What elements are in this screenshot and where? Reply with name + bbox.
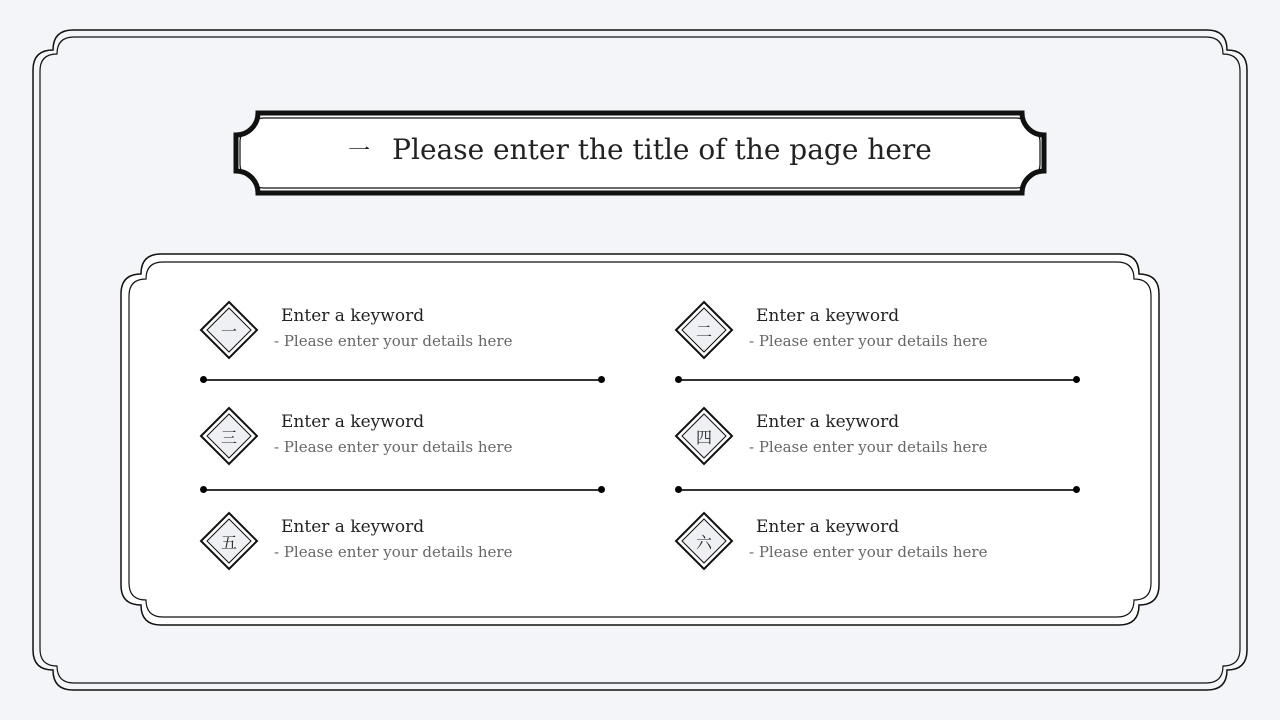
- list-item: [674, 406, 1054, 476]
- details: - Please enter your details here: [274, 332, 513, 350]
- badge-number: 二: [695, 321, 712, 341]
- details: - Please enter your details here: [274, 438, 513, 456]
- details: - Please enter your details here: [749, 332, 988, 350]
- list-item: [199, 511, 579, 581]
- list-item: [674, 300, 1054, 370]
- badge-number: 三: [220, 427, 237, 447]
- title-number: 一: [348, 138, 371, 164]
- keyword: Enter a keyword: [756, 306, 900, 326]
- page-title: [240, 118, 1040, 180]
- diamond-badge-icon: [199, 406, 259, 466]
- details: - Please enter your details here: [749, 438, 988, 456]
- badge-number: 五: [220, 532, 237, 552]
- list-item: [199, 406, 579, 476]
- diamond-badge-icon: [199, 511, 259, 571]
- badge-number: 四: [695, 427, 712, 447]
- divider: [203, 489, 602, 491]
- diamond-badge-icon: [199, 300, 259, 360]
- divider: [678, 379, 1077, 381]
- divider: [203, 379, 602, 381]
- list-item: [199, 300, 579, 370]
- keyword: Enter a keyword: [281, 306, 425, 326]
- keyword: Enter a keyword: [281, 517, 425, 537]
- title-text: Please enter the title of the page here: [392, 132, 932, 166]
- keyword: Enter a keyword: [756, 412, 900, 432]
- details: - Please enter your details here: [274, 543, 513, 561]
- badge-number: 六: [695, 532, 712, 552]
- keyword: Enter a keyword: [756, 517, 900, 537]
- divider: [678, 489, 1077, 491]
- details: - Please enter your details here: [749, 543, 988, 561]
- diamond-badge-icon: [674, 300, 734, 360]
- badge-number: 一: [220, 321, 237, 341]
- diamond-badge-icon: [674, 511, 734, 571]
- keyword: Enter a keyword: [281, 412, 425, 432]
- diamond-badge-icon: [674, 406, 734, 466]
- list-item: [674, 511, 1054, 581]
